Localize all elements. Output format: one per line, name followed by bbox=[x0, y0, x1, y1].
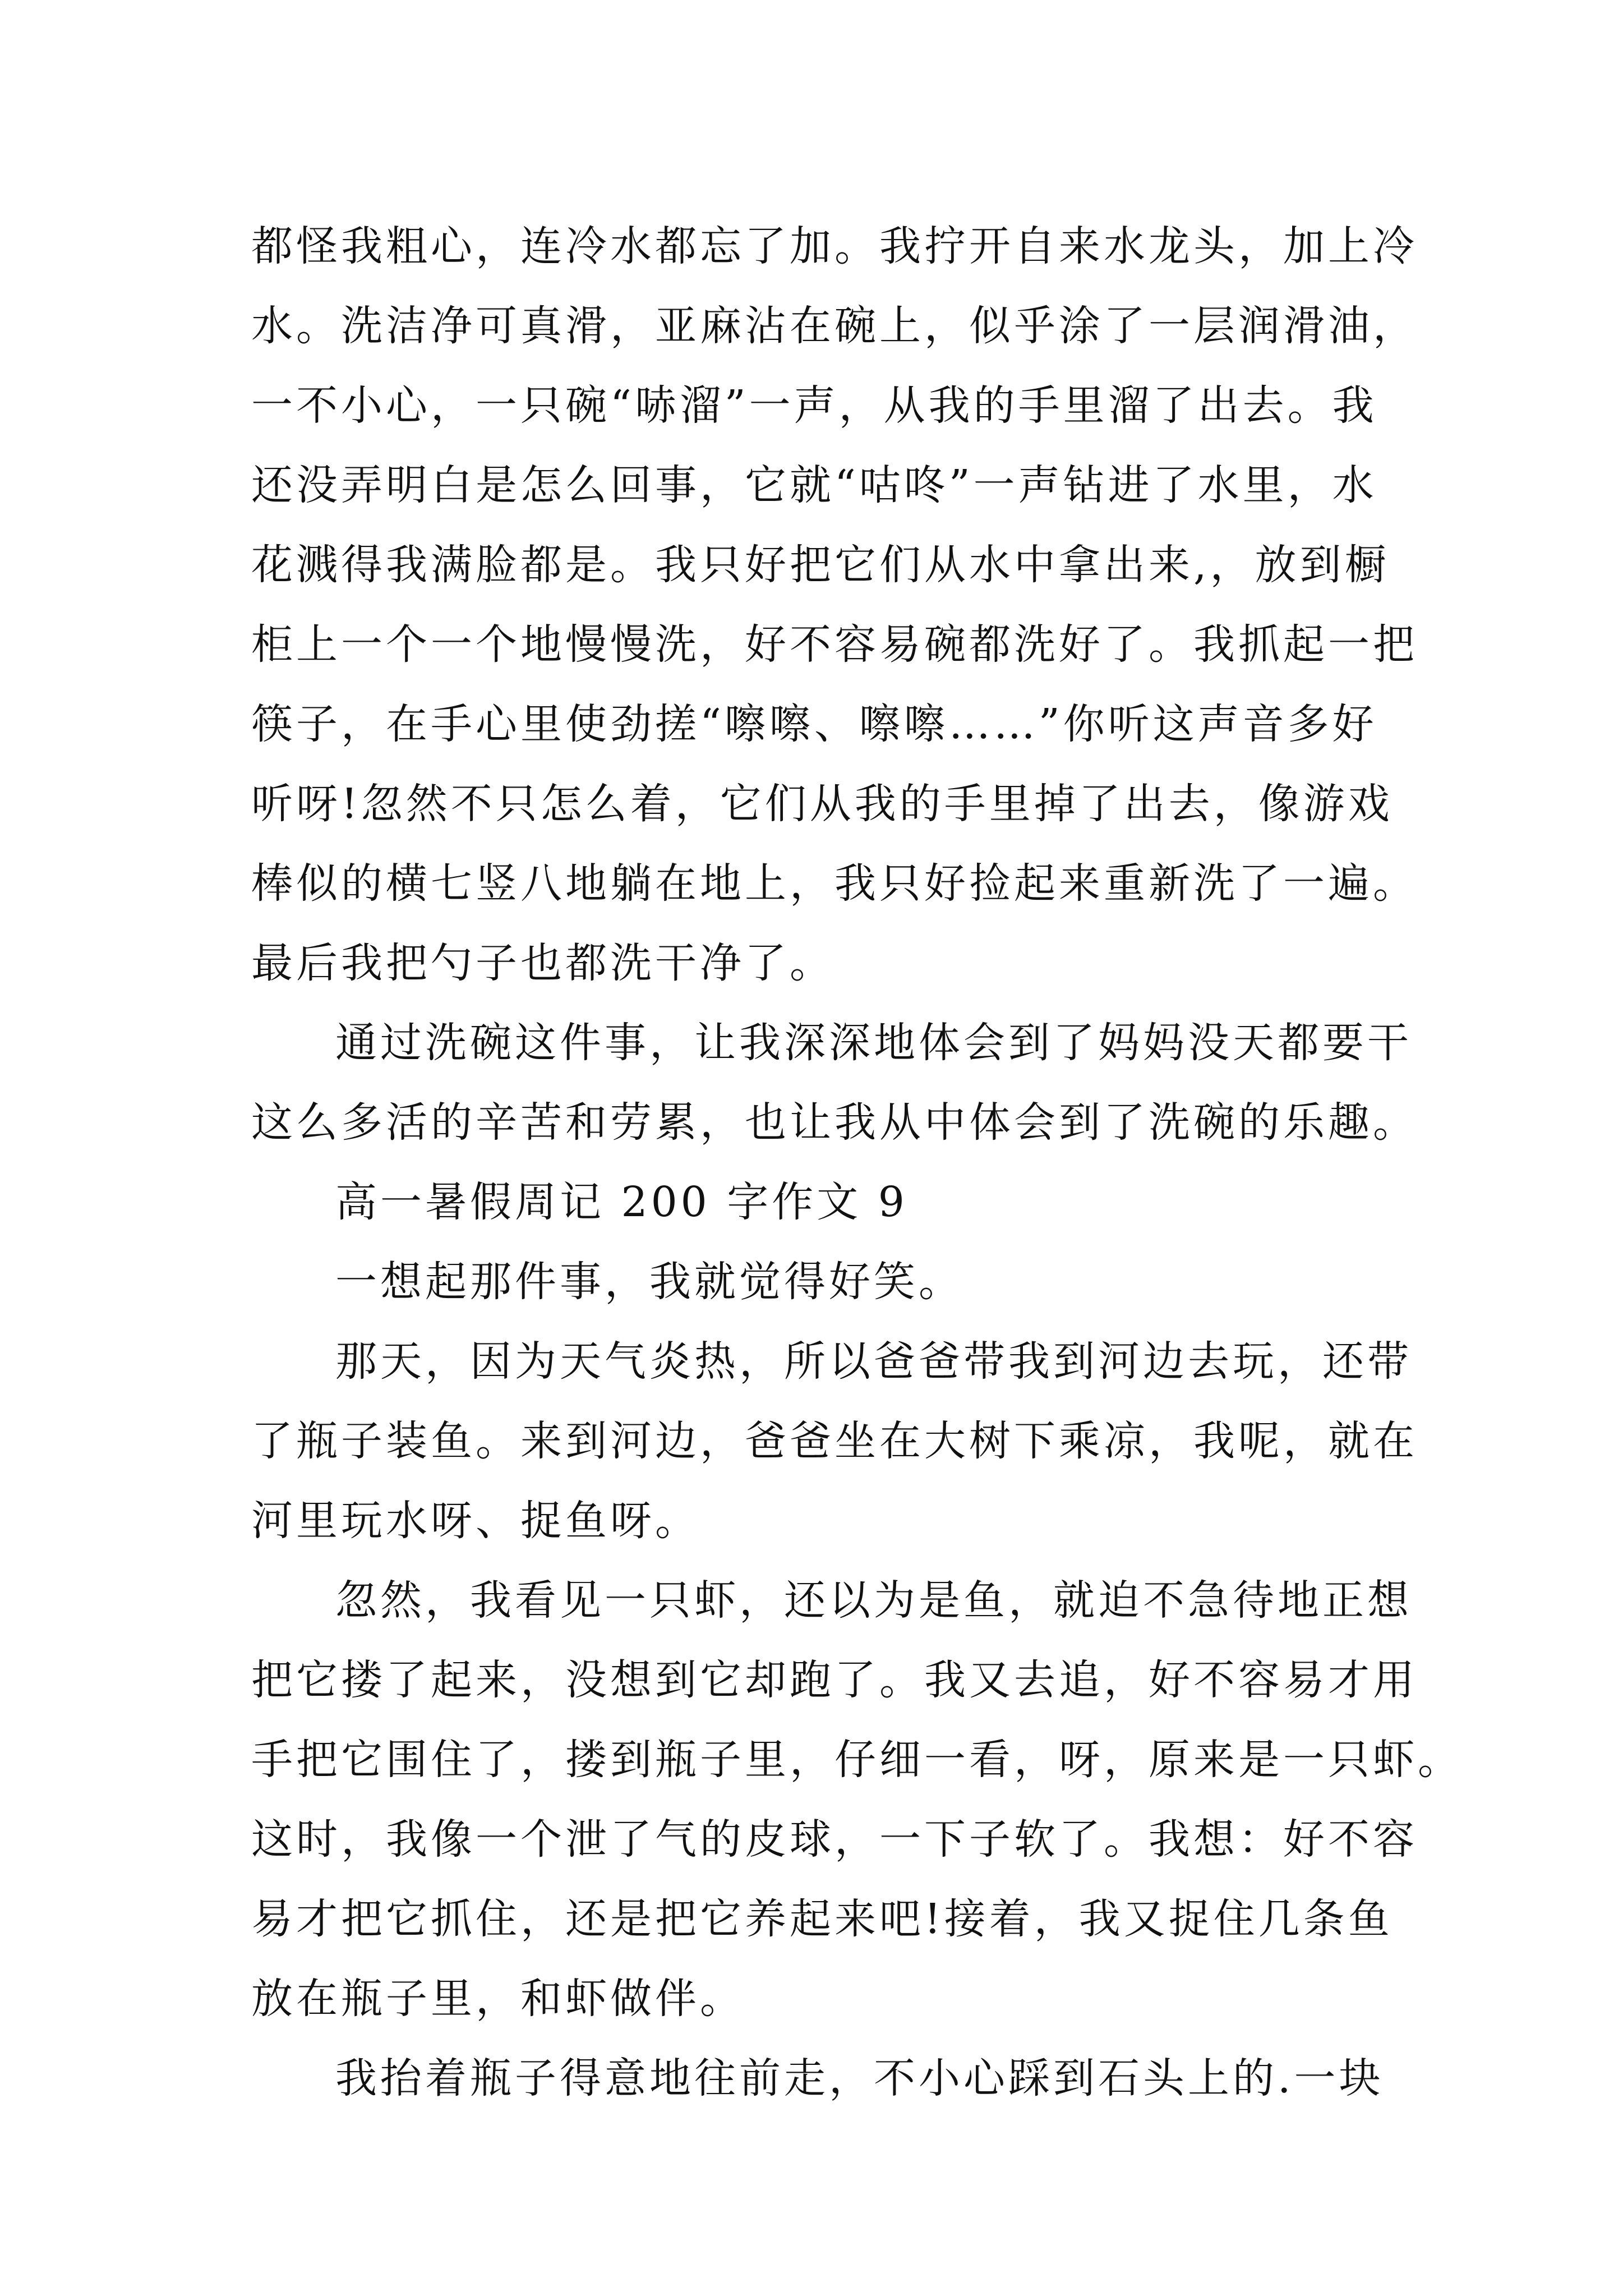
text-line: 河里玩水呀、捉鱼呀。 bbox=[251, 1497, 700, 1545]
text-line: 手把它围住了，搂到瓶子里，仔细一看，呀，原来是一只虾。 bbox=[251, 1736, 1463, 1784]
text-line: 易才把它抓住，还是把它养起来吧!接着，我又捉住几条鱼 bbox=[251, 1895, 1393, 1943]
text-line: 这么多活的辛苦和劳累，也让我从中体会到了洗碗的乐趣。 bbox=[251, 1098, 1418, 1147]
text-line: 水。洗洁净可真滑，亚麻沾在碗上，似乎涂了一层润滑油， bbox=[251, 302, 1418, 350]
text-line: 这时，我像一个泄了气的皮球，一下子软了。我想：好不容 bbox=[251, 1815, 1418, 1864]
text-line: 最后我把勺子也都洗干净了。 bbox=[251, 939, 834, 987]
text-line: 花溅得我满脸都是。我只好把它们从水中拿出来,，放到橱 bbox=[251, 541, 1390, 589]
text-line: 筷子，在手心里使劲搓“嚓嚓、嚓嚓……”你听这声音多好 bbox=[251, 700, 1377, 748]
paragraph-first-line: 那天，因为天气炎热，所以爸爸带我到河边去玩，还带 bbox=[335, 1337, 1412, 1386]
paragraph-first-line: 一想起那件事，我就觉得好笑。 bbox=[335, 1258, 963, 1306]
text-line: 还没弄明白是怎么回事，它就“咕咚”一声钻进了水里，水 bbox=[251, 461, 1377, 509]
document-body bbox=[251, 206, 1463, 2118]
paragraph-first-line: 通过洗碗这件事，让我深深地体会到了妈妈没天都要干 bbox=[335, 1019, 1412, 1067]
section-heading: 高一暑假周记 200 字作文 9 bbox=[335, 1178, 908, 1226]
text-line: 都怪我粗心，连冷水都忘了加。我拧开自来水龙头，加上冷 bbox=[251, 222, 1418, 270]
text-line: 听呀!忽然不只怎么着，它们从我的手里掉了出去，像游戏 bbox=[251, 780, 1393, 828]
text-line: 了瓶子装鱼。来到河边，爸爸坐在大树下乘凉，我呢，就在 bbox=[251, 1417, 1418, 1465]
paragraph-first-line: 我抬着瓶子得意地往前走，不小心踩到石头上的.一块 bbox=[335, 2054, 1384, 2102]
text-line: 把它搂了起来，没想到它却跑了。我又去追，好不容易才用 bbox=[251, 1656, 1418, 1704]
paragraph-first-line: 忽然，我看见一只虾，还以为是鱼，就迫不急待地正想 bbox=[335, 1576, 1412, 1625]
text-line: 放在瓶子里，和虾做伴。 bbox=[251, 1975, 745, 2023]
text-line: 柜上一个一个地慢慢洗，好不容易碗都洗好了。我抓起一把 bbox=[251, 620, 1418, 669]
text-line: 棒似的横七竖八地躺在地上，我只好捡起来重新洗了一遍。 bbox=[251, 859, 1418, 908]
text-line: 一不小心，一只碗“哧溜”一声，从我的手里溜了出去。我 bbox=[251, 381, 1377, 430]
